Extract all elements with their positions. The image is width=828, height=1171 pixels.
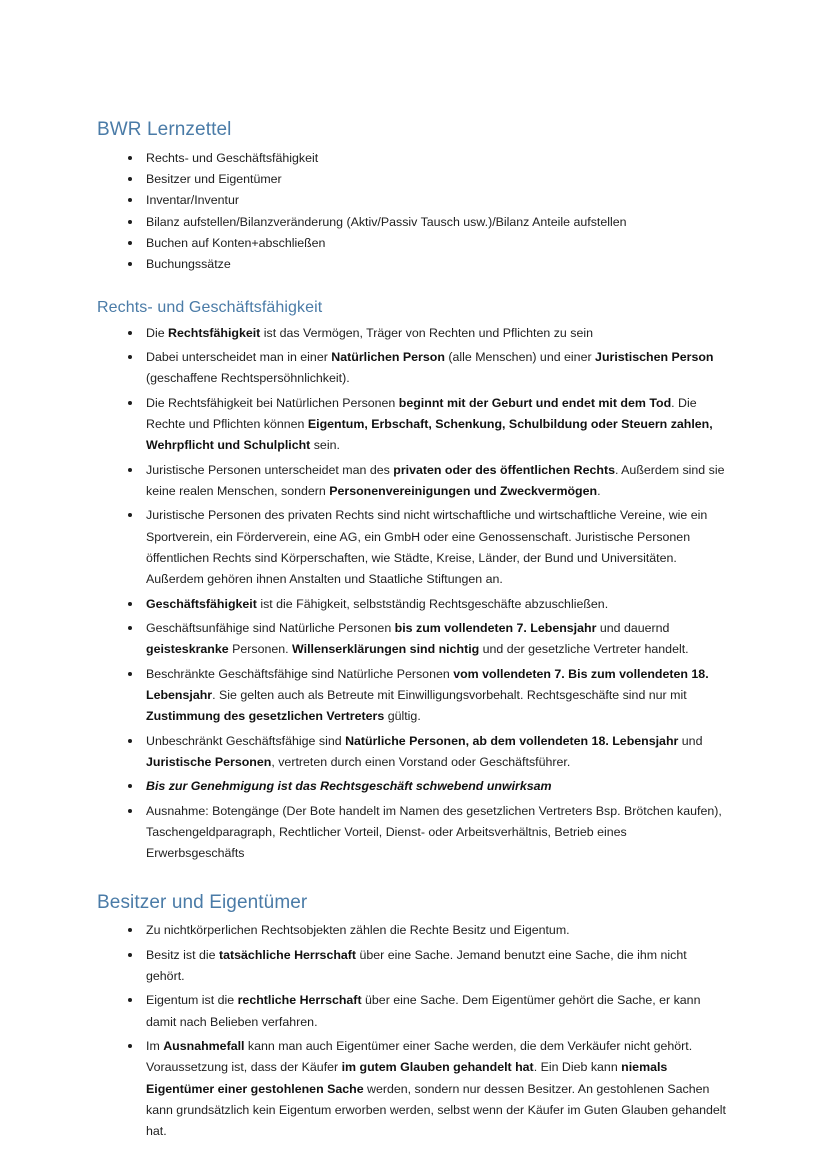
list-item [97,945,728,988]
text-run: kann man auch Eigentümer einer Sache werden, die dem Verkäufer nicht gehört. Voraussetzung ist, dass der Käufer [146,1038,693,1075]
text-run: . Die Rechte und Pflichten können [146,395,697,432]
text-run: Beschränkte Geschäftsfähige sind Natürliche Personen [146,666,454,681]
text-run: Juristische Personen unterscheidet man des [146,462,394,477]
text-run: Zu nichtkörperlichen Rechtsobjekten zählen die Rechte Besitz und Eigentum. [146,923,570,938]
text-run: Dabei unterscheidet man in einer [146,350,332,365]
list-item [97,393,728,457]
section-bullet-list [97,323,728,865]
section-heading: Rechts- und Geschäftsfähigkeit [97,298,323,316]
emphasis-bold: Ausnahmefall [163,1038,245,1053]
list-item [97,1036,728,1143]
emphasis-bold: Natürliche Personen, ab dem vollendeten 18. Lebensjahr [345,733,679,748]
text-run: über eine Sache. Dem Eigentümer gehört die Sache, er kann damit nach Belieben verfahren. [146,993,701,1029]
emphasis-bold: Zustimmung des gesetzlichen Vertreters [146,709,385,724]
text-run: und dauernd [596,620,670,635]
text-run: , vertreten durch einen Vorstand oder Geschäftsführer. [271,754,571,769]
emphasis-bold: geisteskranke [146,642,229,657]
page-title: BWR Lernzettel [97,119,232,140]
text-run: Im [146,1038,164,1053]
emphasis-bold: bis zum vollendeten 7. Lebensjahr [394,620,597,635]
emphasis-bold: Juristischen Person [595,350,714,365]
text-run: und der gesetzliche Vertreter handelt. [479,642,689,657]
text-run: (geschaffene Rechtspersöhnlichkeit). [146,371,350,386]
text-run: Besitz ist die [146,947,219,962]
list-item: Bilanz aufstellen/Bilanzveränderung (Aktiv/Passiv Tausch usw.)/Bilanz Anteile aufstellen [97,212,728,233]
emphasis-bold: Geschäftsfähigkeit [146,596,257,611]
emphasis-bold: rechtliche Herrschaft [237,993,362,1008]
emphasis-bold: Juristische Personen [146,754,272,769]
sections-container [97,298,728,1143]
overview-list [97,148,728,276]
list-item [97,990,728,1033]
text-run: Geschäftsunfähige sind Natürliche Personen [146,620,395,635]
list-item [97,594,728,615]
list-item [97,347,728,390]
text-run: . Ein Dieb kann [533,1060,622,1075]
list-item [97,618,728,661]
list-item: Inventar/Inventur [97,190,728,211]
emphasis-bold: Personenvereinigungen und Zweckvermögen [329,484,598,499]
section-heading: Besitzer und Eigentümer [97,891,308,913]
text-run: . Sie gelten auch als Betreute mit Einwilligungsvorbehalt. Rechtsgeschäfte sind nur mit [212,687,687,702]
list-item [97,731,728,774]
list-item [97,920,728,941]
emphasis-bold: Willenserklärungen sind nichtig [292,642,480,657]
list-item: Rechts- und Geschäftsfähigkeit [97,148,728,169]
emphasis-bold: beginnt mit der Geburt und endet mit dem Tod [398,395,672,410]
emphasis-bold: privaten oder des öffentlichen Rechts [393,462,615,477]
text-run: Unbeschränkt Geschäftsfähige sind [146,733,346,748]
text-run: gültig. [384,709,421,724]
emphasis-bold-italic: Bis zur Genehmigung ist das Rechtsgeschäft schwebend unwirksam [146,779,552,794]
section-bullet-list [97,920,728,1142]
text-run: (alle Menschen) und einer [444,350,596,365]
emphasis-bold: im gutem Glauben gehandelt hat [341,1060,534,1075]
list-item [97,664,728,728]
text-run: ist das Vermögen, Träger von Rechten und Pflichten zu sein [260,325,593,340]
list-item: Besitzer und Eigentümer [97,169,728,190]
text-run: und [678,733,703,748]
text-run: ist die Fähigkeit, selbstständig Rechtsgeschäfte abzuschließen. [256,596,609,611]
text-run: werden, sondern nur dessen Besitzer. An gestohlenen Sachen kann grundsätzlich kein Eigentum erworben werden, selbst wenn der Käufer im Guten Glauben gehandelt hat. [146,1081,726,1139]
text-run: Personen. [228,642,293,657]
text-run: Die Rechtsfähigkeit bei Natürlichen Personen [146,395,399,410]
list-item [97,776,728,797]
list-item [97,801,728,865]
text-run: Ausnahme: Botengänge (Der Bote handelt im Namen des gesetzlichen Vertreters Bsp. Brötchen kaufen), Taschengeldparagraph, Rechtlicher Vorteil, Dienst- oder Arbeitsverhältnis, Betrieb eines Erwerbsgeschäfts [146,803,722,861]
text-run: Die [146,325,169,340]
list-item [97,505,728,590]
emphasis-bold: niemals Eigentümer einer gestohlenen Sache [146,1060,668,1096]
text-run: Juristische Personen des privaten Rechts sind nicht wirtschaftliche und wirtschaftliche Vereine, wie ein Sportverein, ein Förderverein, eine AG, ein GmbH oder eine Genossenschaft. Juristische Personen öffentlichen Rechts sind Körperschaften, wie Städte, Kreise, Länder, der Bund und Universitäten. Außerdem gehören ihnen Anstalten und Staatliche Stiftungen an. [146,508,708,587]
list-item [97,460,728,503]
text-run: . [597,484,601,499]
emphasis-bold: Eigentum, Erbschaft, Schenkung, Schulbildung oder Steuern zahlen, Wehrpflicht und Schulplicht [146,417,713,453]
text-run: sein. [310,438,340,453]
text-run: . Außerdem sind sie keine realen Menschen, sondern [146,462,725,499]
list-item: Buchungssätze [97,254,728,275]
emphasis-bold: vom vollendeten 7. Bis zum vollendeten 18. Lebensjahr [146,666,709,702]
list-item [97,323,728,344]
emphasis-bold: tatsächliche Herrschaft [219,947,357,962]
list-item: Buchen auf Konten+abschließen [97,233,728,254]
emphasis-bold: Rechtsfähigkeit [168,325,261,340]
text-run: Eigentum ist die [146,993,238,1008]
text-run: über eine Sache. Jemand benutzt eine Sache, die ihm nicht gehört. [146,947,687,983]
emphasis-bold: Natürlichen Person [331,350,445,365]
